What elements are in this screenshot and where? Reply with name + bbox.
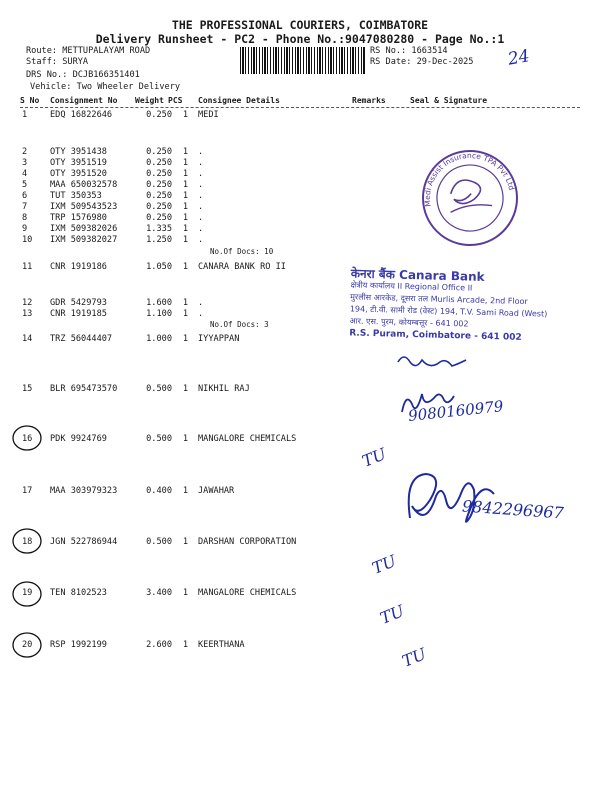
row-pcs: 1	[182, 202, 188, 212]
row-consignment: MAA 303979323	[50, 486, 118, 496]
row-consignee: .	[198, 298, 204, 308]
drs-number: DRS No.: DCJB166351401	[26, 70, 140, 80]
row-sno: 16	[22, 434, 33, 444]
row-sno: 9	[22, 224, 28, 234]
row-sno: 4	[22, 169, 28, 179]
col-consignment: Consignment No	[50, 96, 118, 105]
stamp-line: क्षेत्रीय कार्यालय II Regional Office II	[350, 280, 473, 293]
circle-mark	[13, 633, 41, 657]
stamp-line: आर. एस. पुरम, कोयम्बत्तूर - 641 002	[349, 316, 469, 329]
row-pcs: 1	[182, 213, 188, 223]
row-sno: 15	[22, 384, 33, 394]
row-pcs: 1	[182, 334, 188, 344]
row-sno: 10	[22, 235, 33, 245]
row-pcs: 1	[182, 588, 188, 598]
row-weight: 0.250	[146, 110, 172, 120]
circle-mark	[13, 426, 41, 450]
row-pcs: 1	[182, 235, 188, 245]
row-sno: 17	[22, 486, 33, 496]
medi-assist-seal	[414, 142, 526, 254]
row-pcs: 1	[182, 169, 188, 179]
row-consignment: OTY 3951519	[50, 158, 107, 168]
row-weight: 0.250	[146, 202, 172, 212]
row-weight: 0.250	[146, 213, 172, 223]
row-consignee: .	[198, 180, 204, 190]
row-consignment: BLR 695473570	[50, 384, 118, 394]
row-consignee: DARSHAN CORPORATION	[198, 537, 297, 547]
handwritten-initials: TU	[377, 601, 407, 628]
row-weight: 0.400	[146, 486, 172, 496]
row-pcs: 1	[182, 147, 188, 157]
row-consignment: OTY 3951520	[50, 169, 107, 179]
row-pcs: 1	[182, 191, 188, 201]
col-pcs: PCS	[168, 96, 183, 105]
row-sno: 2	[22, 147, 28, 157]
row-weight: 0.500	[146, 384, 172, 394]
row-consignment: PDK 9924769	[50, 434, 107, 444]
row-consignee: MEDI	[198, 110, 219, 120]
row-sno: 20	[22, 640, 33, 650]
row-weight: 0.500	[146, 537, 172, 547]
handwritten-phone-1: 9080160979	[407, 397, 505, 425]
stamp-line: 194, टी.वी. सामी रोड (वेस्ट) 194, T.V. Sami Road (West)	[349, 304, 548, 319]
row-consignment: CNR 1919186	[50, 262, 107, 272]
row-weight: 1.250	[146, 235, 172, 245]
row-sno: 14	[22, 334, 33, 344]
row-consignee: NIKHIL RAJ	[198, 384, 250, 394]
row-consignee: .	[198, 158, 204, 168]
row-sno: 18	[22, 537, 33, 547]
docs-count: No.Of Docs: 10	[210, 247, 274, 256]
docs-count: No.Of Docs: 3	[210, 320, 269, 329]
stamp-line: R.S. Puram, Coimbatore - 641 002	[349, 328, 522, 343]
handwritten-initials: TU	[369, 551, 399, 578]
row-consignee: MANGALORE CHEMICALS	[198, 434, 297, 444]
vehicle-label: Vehicle: Two Wheeler Delivery	[30, 82, 181, 92]
row-sno: 5	[22, 180, 28, 190]
row-sno: 13	[22, 309, 33, 319]
row-sno: 3	[22, 158, 28, 168]
row-consignee: .	[198, 202, 204, 212]
company-title: THE PROFESSIONAL COURIERS, COIMBATORE	[171, 18, 429, 32]
row-sno: 6	[22, 191, 28, 201]
stamp-line: मुरलीस आरकेड, दूसरा तल Murlis Arcade, 2nd Floor	[350, 292, 528, 307]
row-consignment: MAA 650032578	[50, 180, 118, 190]
seal-text: Medi Assist Insurance TPA Pvt Ltd	[422, 150, 517, 208]
row-consignee: .	[198, 224, 204, 234]
rs-date: RS Date: 29-Dec-2025	[370, 57, 474, 67]
row-consignment: TRZ 56044407	[50, 334, 113, 344]
row-pcs: 1	[182, 309, 188, 319]
runsheet-subtitle: Delivery Runsheet - PC2 - Phone No.:9047080280 - Page No.:1	[95, 32, 505, 46]
circle-mark	[13, 529, 41, 553]
row-consignee: MANGALORE CHEMICALS	[198, 588, 297, 598]
row-weight: 1.000	[146, 334, 172, 344]
row-consignee: .	[198, 169, 204, 179]
row-consignment: OTY 3951438	[50, 147, 107, 157]
col-sno: S No	[20, 96, 40, 105]
row-consignee: KEERTHANA	[198, 640, 245, 650]
row-consignee: .	[198, 191, 204, 201]
row-weight: 0.250	[146, 147, 172, 157]
row-pcs: 1	[182, 298, 188, 308]
row-consignment: EDQ 16822646	[50, 110, 113, 120]
row-consignment: JGN 522786944	[50, 537, 118, 547]
row-pcs: 1	[182, 158, 188, 168]
row-pcs: 1	[182, 224, 188, 234]
row-sno: 19	[22, 588, 33, 598]
row-consignment: IXM 509382026	[50, 224, 118, 234]
row-weight: 1.050	[146, 262, 172, 272]
row-consignment: TRP 1576980	[50, 213, 107, 223]
row-weight: 2.600	[146, 640, 172, 650]
row-pcs: 1	[182, 110, 188, 120]
row-sno: 12	[22, 298, 33, 308]
col-seal: Seal & Signature	[410, 96, 488, 105]
row-pcs: 1	[182, 640, 188, 650]
row-weight: 0.500	[146, 434, 172, 444]
col-consignee: Consignee Details	[198, 96, 280, 105]
row-consignee: .	[198, 235, 204, 245]
row-sno: 11	[22, 262, 33, 272]
row-consignment: TUT 350353	[50, 191, 102, 201]
row-consignment: CNR 1919185	[50, 309, 107, 319]
col-weight: Weight	[135, 96, 164, 105]
row-consignment: TEN 8102523	[50, 588, 107, 598]
row-weight: 3.400	[146, 588, 172, 598]
row-consignment: GDR 5429793	[50, 298, 107, 308]
staff-label: Staff: SURYA	[26, 57, 89, 67]
row-weight: 1.335	[146, 224, 172, 234]
row-consignee: .	[198, 147, 204, 157]
row-pcs: 1	[182, 384, 188, 394]
row-consignee: CANARA BANK RO II	[198, 262, 286, 272]
row-weight: 1.100	[146, 309, 172, 319]
row-pcs: 1	[182, 262, 188, 272]
circle-mark	[13, 582, 41, 606]
row-weight: 1.600	[146, 298, 172, 308]
row-weight: 0.250	[146, 180, 172, 190]
rs-number: RS No.: 1663514	[370, 46, 448, 56]
row-sno: 1	[22, 110, 28, 120]
row-consignee: .	[198, 309, 204, 319]
row-pcs: 1	[182, 537, 188, 547]
handwritten-initials: TU	[359, 444, 389, 471]
row-weight: 0.250	[146, 169, 172, 179]
signature-scribble	[409, 474, 494, 522]
row-consignee: IYYAPPAN	[198, 334, 240, 344]
row-weight: 0.250	[146, 191, 172, 201]
row-weight: 0.250	[146, 158, 172, 168]
signature-scribble	[398, 357, 466, 366]
col-remarks: Remarks	[352, 96, 386, 105]
row-sno: 8	[22, 213, 28, 223]
row-consignment: RSP 1992199	[50, 640, 107, 650]
handwritten-initials: TU	[399, 644, 429, 671]
row-sno: 7	[22, 202, 28, 212]
row-consignment: IXM 509382027	[50, 235, 118, 245]
signature-scribble	[402, 394, 454, 412]
row-pcs: 1	[182, 180, 188, 190]
row-pcs: 1	[182, 434, 188, 444]
row-consignment: IXM 509543523	[50, 202, 118, 212]
row-pcs: 1	[182, 486, 188, 496]
stamp-line: केनरा बैंक Canara Bank	[350, 266, 485, 284]
row-consignee: .	[198, 213, 204, 223]
row-consignee: JAWAHAR	[198, 486, 235, 496]
handwritten-phone-2: 9842296967	[461, 496, 565, 523]
route-label: Route: METTUPALAYAM ROAD	[26, 46, 151, 56]
handwritten-page-mark: 24	[506, 46, 532, 70]
